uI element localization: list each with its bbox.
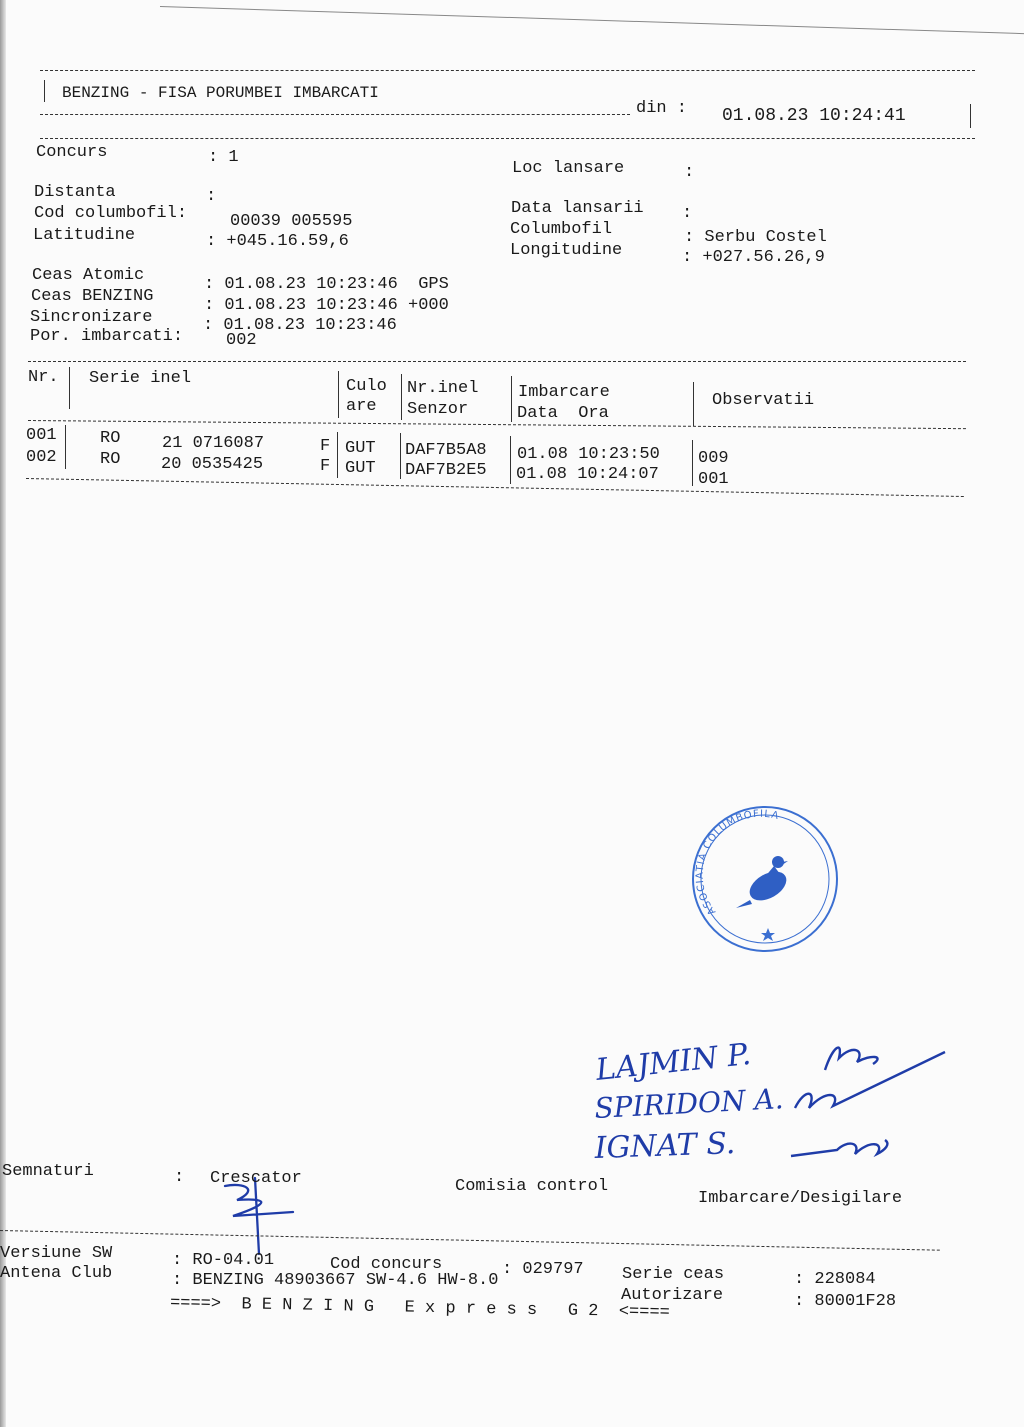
row-senzor: DAF7B2E5 xyxy=(405,461,487,480)
col-divider-4 xyxy=(511,376,512,422)
header-bottom-rule xyxy=(40,138,975,139)
col-culoare-header-2: are xyxy=(346,397,377,416)
autorizare-value: : 80001F28 xyxy=(794,1292,897,1311)
footer-rule xyxy=(0,1230,940,1251)
row-divider-2 xyxy=(337,432,338,478)
row-divider-1 xyxy=(65,425,66,469)
din-label: din : xyxy=(636,99,688,118)
row-data-ora: 01.08 10:23:50 xyxy=(517,445,660,464)
handwritten-name-1: LAJMIN P. xyxy=(594,1036,753,1088)
row-divider-5 xyxy=(692,440,693,486)
row-observatii: 001 xyxy=(698,470,729,489)
row-nr: 001 xyxy=(26,426,57,445)
table-header-rule xyxy=(28,420,966,429)
serie-ceas-value: : 228084 xyxy=(794,1270,876,1289)
row-culoare: GUT xyxy=(345,439,376,458)
data-lansarii-value: : xyxy=(682,204,693,223)
cod-columbofil-label: Cod columbofil: xyxy=(34,204,188,223)
row-serie: 21 0716087 xyxy=(162,434,265,453)
pigeon-icon xyxy=(736,856,791,908)
col-senzor-header-2: Senzor xyxy=(407,400,469,419)
versiune-sw-label: Versiune SW xyxy=(0,1244,113,1263)
data-lansarii-label: Data lansarii xyxy=(511,199,644,218)
sincronizare-value: : 01.08.23 10:23:46 xyxy=(203,316,397,335)
star-icon xyxy=(761,928,775,941)
handwritten-signatures xyxy=(585,1030,965,1180)
concurs-value: : 1 xyxy=(208,148,239,167)
ceas-atomic-value: : 01.08.23 10:23:46 GPS xyxy=(204,275,449,294)
col-divider-1 xyxy=(69,367,70,409)
table-bottom-rule xyxy=(26,478,964,497)
row-senzor: DAF7B5A8 xyxy=(405,441,487,460)
col-divider-5 xyxy=(693,382,694,426)
antena-club-value: : BENZING 48903667 SW-4.6 HW-8.0 xyxy=(172,1271,499,1290)
columbofil-value: : Serbu Costel xyxy=(684,228,827,247)
document-title: BENZING - FISA PORUMBEI IMBARCATI xyxy=(62,84,379,102)
semnaturi-colon: : xyxy=(174,1168,185,1187)
col-imbarcare-header-2: Data Ora xyxy=(517,404,609,423)
header-mid-rule xyxy=(40,114,630,115)
sincronizare-label: Sincronizare xyxy=(30,308,153,327)
col-senzor-header-1: Nr.inel xyxy=(407,379,479,398)
row-sex: F xyxy=(320,437,331,456)
benzing-express-banner: ====> B E N Z I N G E x p r e s s G 2 <==== xyxy=(169,1294,670,1323)
col-observatii-header: Observatii xyxy=(712,391,815,410)
svg-text:ASOCIATIA COLUMBOFILA xyxy=(695,809,781,917)
header-right-bar xyxy=(970,104,971,128)
stamp-text: ASOCIATIA COLUMBOFILA xyxy=(694,808,781,917)
row-country: RO xyxy=(100,450,121,469)
row-observatii: 009 xyxy=(698,449,729,468)
stamp-graphic xyxy=(694,808,836,950)
loc-lansare-value: : xyxy=(684,163,695,182)
ceas-atomic-label: Ceas Atomic xyxy=(32,266,145,285)
crescator-label: Crescator xyxy=(210,1169,302,1188)
header-datetime: 01.08.23 10:24:41 xyxy=(722,106,906,126)
handwritten-name-2: SPIRIDON A. xyxy=(593,1082,785,1125)
por-imbarcati-label: Por. imbarcati: xyxy=(30,327,184,346)
comisia-control-label: Comisia control xyxy=(455,1177,609,1196)
col-culoare-header-1: Culo xyxy=(346,377,387,396)
row-serie: 20 0535425 xyxy=(161,455,264,474)
serie-ceas-label: Serie ceas xyxy=(622,1265,725,1284)
imbarcare-desigilare-label: Imbarcare/Desigilare xyxy=(698,1189,903,1208)
concurs-label: Concurs xyxy=(36,143,108,162)
latitudine-label: Latitudine xyxy=(33,226,136,245)
signature-scribble-2 xyxy=(795,1052,945,1108)
ceas-benzing-label: Ceas BENZING xyxy=(31,287,154,306)
paper-edge-line xyxy=(160,6,1024,34)
col-imbarcare-header-1: Imbarcare xyxy=(518,383,610,402)
distanta-label: Distanta xyxy=(34,183,116,202)
header-left-bar xyxy=(44,80,45,102)
col-serie-header: Serie inel xyxy=(89,369,192,388)
col-divider-2 xyxy=(338,371,339,418)
cod-concurs-label: Cod concurs xyxy=(330,1255,443,1274)
signature-scribble-crescator xyxy=(225,1178,293,1254)
columbofil-label: Columbofil xyxy=(510,220,613,239)
row-data-ora: 01.08 10:24:07 xyxy=(516,465,659,484)
versiune-sw-value: : RO-04.01 xyxy=(172,1251,275,1270)
ceas-benzing-value: : 01.08.23 10:23:46 +000 xyxy=(204,296,449,315)
row-sex: F xyxy=(320,457,331,476)
row-divider-4 xyxy=(510,436,511,484)
antena-club-label: Antena Club xyxy=(0,1264,113,1283)
association-stamp xyxy=(692,806,838,952)
por-imbarcati-value: 002 xyxy=(226,331,257,350)
col-divider-3 xyxy=(401,374,402,420)
autorizare-label: Autorizare xyxy=(621,1286,724,1305)
table-top-rule xyxy=(28,361,966,362)
scan-edge xyxy=(0,0,6,1427)
longitudine-label: Longitudine xyxy=(510,241,623,260)
distanta-value: : xyxy=(206,187,217,206)
cod-columbofil-value: 00039 005595 xyxy=(230,212,353,231)
row-country: RO xyxy=(100,429,121,448)
cod-concurs-value: : 029797 xyxy=(502,1260,584,1279)
loc-lansare-label: Loc lansare xyxy=(512,159,625,178)
signature-scribble-1 xyxy=(825,1048,878,1070)
row-culoare: GUT xyxy=(345,459,376,478)
col-nr-header: Nr. xyxy=(28,368,59,387)
row-divider-3 xyxy=(400,433,401,479)
header-top-rule xyxy=(40,70,975,71)
row-nr: 002 xyxy=(26,448,57,467)
latitudine-value: : +045.16.59,6 xyxy=(206,232,349,251)
longitudine-value: : +027.56.26,9 xyxy=(682,248,825,267)
handwritten-name-3: IGNAT S. xyxy=(594,1126,736,1166)
semnaturi-label: Semnaturi xyxy=(2,1162,94,1181)
signature-scribble-3 xyxy=(791,1140,887,1156)
